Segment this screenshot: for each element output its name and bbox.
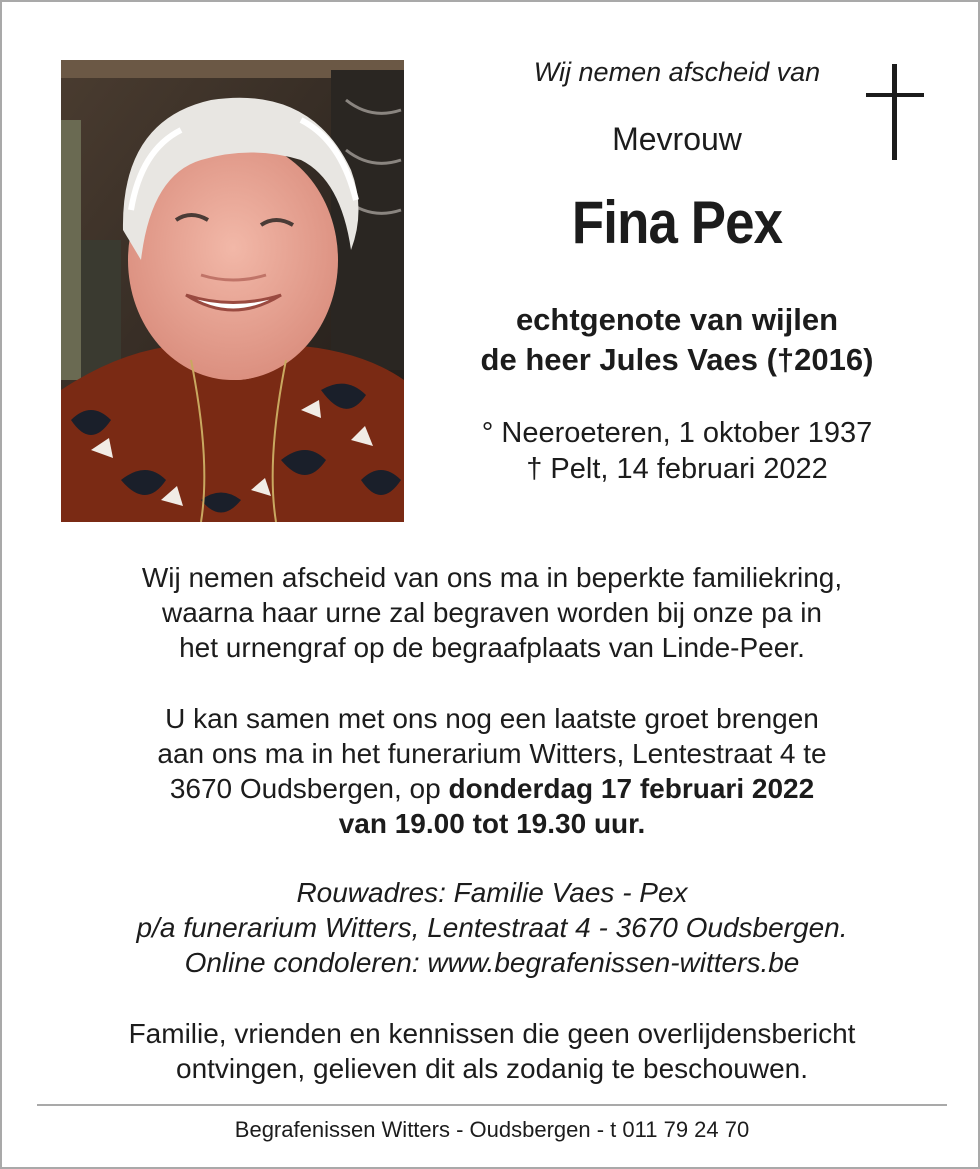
visitation-paragraph bbox=[42, 701, 942, 841]
life-dates bbox=[432, 415, 922, 487]
visitation-time: van 19.00 tot 19.30 uur. bbox=[338, 808, 646, 839]
mourning-address bbox=[42, 875, 942, 980]
farewell-paragraph bbox=[42, 560, 942, 665]
portrait-photo-image bbox=[61, 60, 404, 522]
text-line: aan ons ma in het funerarium Witters, Lentestraat 4 te bbox=[157, 738, 827, 769]
birth-date: ° Neeroeteren, 1 oktober 1937 bbox=[481, 417, 873, 449]
text-line: waarna haar urne zal begraven worden bij onze pa in bbox=[162, 597, 822, 628]
text-line: het urnengraf op de begraafplaats van Linde-Peer. bbox=[179, 632, 805, 663]
notice-paragraph bbox=[42, 1016, 942, 1086]
divider bbox=[37, 1104, 947, 1106]
death-date: † Pelt, 14 februari 2022 bbox=[526, 453, 828, 485]
spouse-line-2: de heer Jules Vaes (†2016) bbox=[480, 342, 874, 377]
honorific: Mevrouw bbox=[612, 121, 742, 157]
text-line: Wij nemen afscheid van ons ma in beperkte familiekring, bbox=[141, 562, 843, 593]
visitation-date: donderdag 17 februari 2022 bbox=[448, 773, 815, 804]
condolence-link[interactable]: Online condoleren: www.begrafenissen-witters.be bbox=[184, 947, 800, 978]
spouse-info bbox=[432, 300, 922, 380]
text-line: ontvingen, gelieven dit als zodanig te beschouwen. bbox=[176, 1053, 808, 1084]
text-line: Familie, vrienden en kennissen die geen overlijdensbericht bbox=[128, 1018, 856, 1049]
text-line: U kan samen met ons nog een laatste groet brengen bbox=[165, 703, 819, 734]
text-line: 3670 Oudsbergen, op bbox=[169, 773, 449, 804]
text-line: p/a funerarium Witters, Lentestraat 4 - 3670 Oudsbergen. bbox=[136, 912, 848, 943]
spouse-line-1: echtgenote van wijlen bbox=[515, 302, 839, 337]
portrait-photo bbox=[61, 60, 404, 522]
text-line: Rouwadres: Familie Vaes - Pex bbox=[296, 877, 688, 908]
intro-text: Wij nemen afscheid van bbox=[533, 57, 821, 87]
deceased-name: Fina Pex bbox=[571, 189, 783, 256]
footer-contact: Begrafenissen Witters - Oudsbergen - t 011 79 24 70 bbox=[234, 1117, 750, 1142]
